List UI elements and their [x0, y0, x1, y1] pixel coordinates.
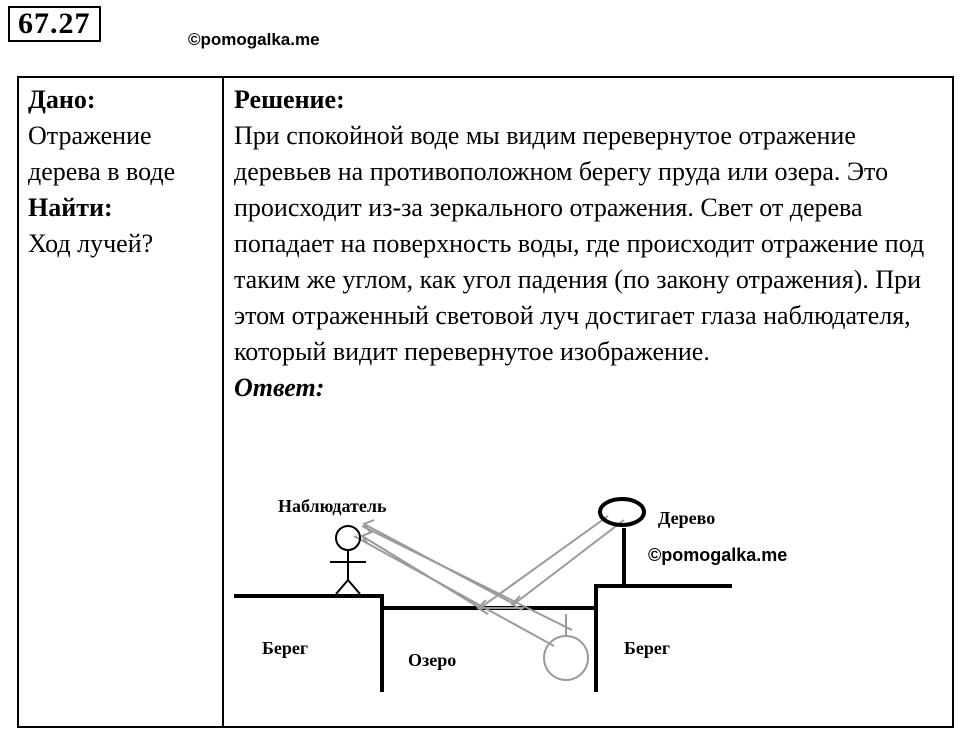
- given-text: Отражение дерева в воде: [28, 121, 176, 186]
- observer-label: Наблюдатель: [278, 496, 387, 516]
- problem-number: 67.27: [8, 6, 101, 42]
- tree-label: Дерево: [658, 508, 716, 528]
- left-bank-label: Берег: [262, 638, 309, 658]
- right-bank-label: Берег: [624, 638, 671, 658]
- watermark: ©pomogalka.me: [188, 30, 320, 49]
- observer-icon: [330, 526, 366, 594]
- ray-incident-2: [514, 520, 624, 604]
- tree-image-icon: [544, 636, 588, 680]
- find-heading: Найти:: [28, 193, 113, 222]
- answer-heading: Ответ:: [234, 373, 325, 402]
- solution-text: При спокойной воде мы видим перевернутое отражение деревьев на противоположном берегу пруда или озера. Это происходит из-за зеркального отражения. Свет от дерева попадает на поверхность воды, где происходит отражение под таким же углом, как угол падения (по закону отражения). При этом отраженный световой луч достигает глаза наблюдателя, который видит перевернутое изображение.: [234, 121, 925, 366]
- find-text: Ход лучей?: [28, 229, 154, 258]
- reflection-diagram: [224, 480, 784, 705]
- given-column: [28, 82, 218, 262]
- lake-label: Озеро: [408, 650, 457, 670]
- given-heading: Дано:: [28, 85, 96, 114]
- tree-icon: [600, 499, 644, 586]
- solution-column: [234, 82, 949, 406]
- solution-heading: Решение:: [234, 85, 345, 114]
- ray-virtual-2: [362, 526, 572, 630]
- diagram-watermark: ©pomogalka.me: [648, 545, 788, 565]
- light-rays: [354, 516, 624, 680]
